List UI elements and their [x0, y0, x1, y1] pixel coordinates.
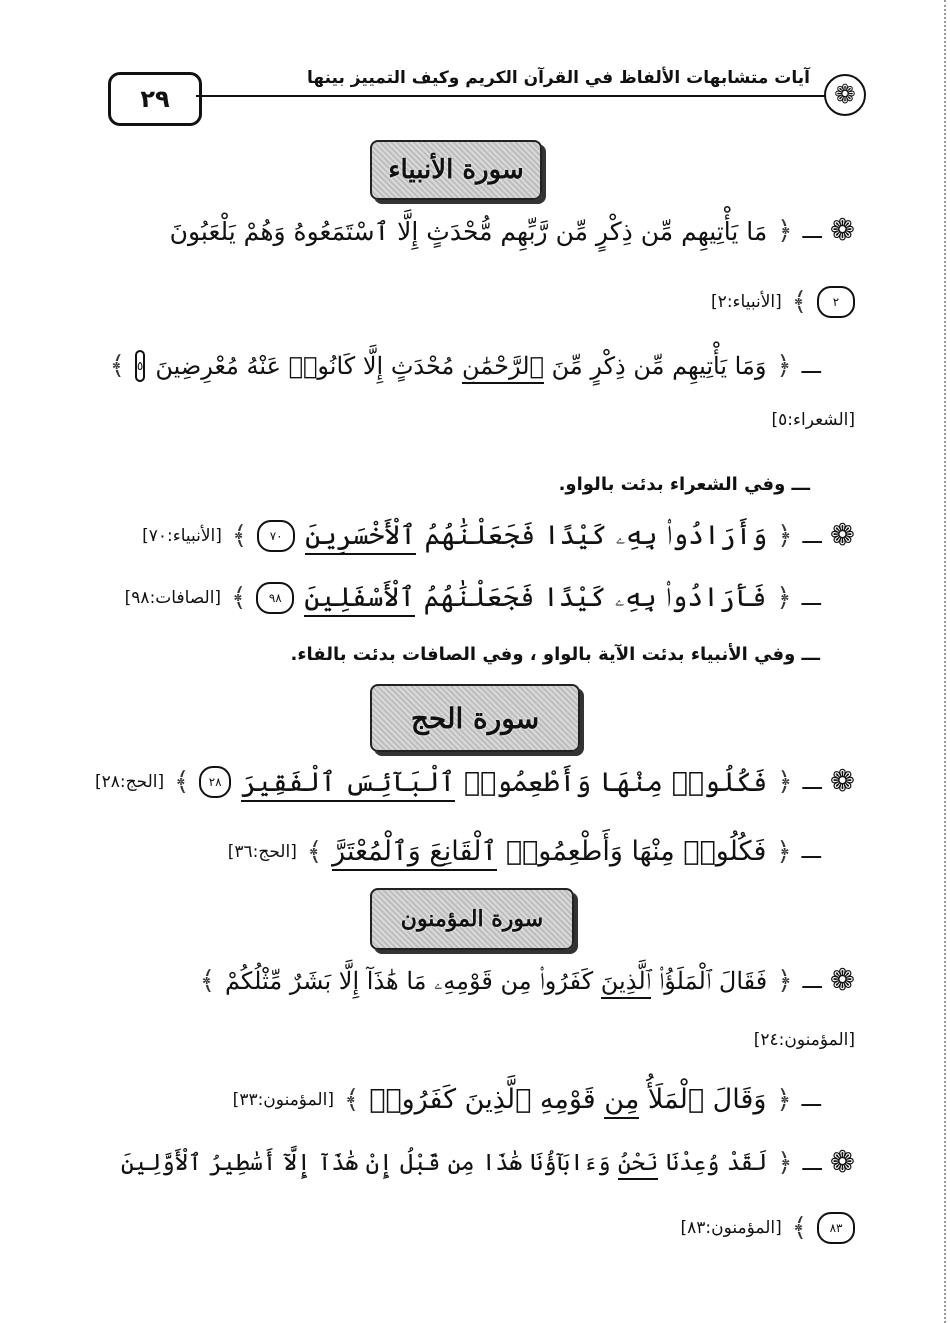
- flower-bullet-icon: ❁: [829, 213, 855, 248]
- verse-text: [369, 1084, 766, 1115]
- open-bracket: ﴿: [777, 521, 793, 551]
- flower-ornament-icon: ❁: [824, 74, 866, 116]
- verse-line: [120, 963, 855, 998]
- verse-line: [95, 766, 855, 798]
- surah-banner-muminun: [370, 888, 574, 950]
- surah-title: سورة الحج: [410, 701, 540, 735]
- flower-bullet-icon: ❁: [829, 963, 855, 998]
- underlined-word: مِن: [604, 1084, 639, 1119]
- underlined-word: ٱلرَّحْمَٰنِ: [462, 352, 544, 384]
- close-bracket: ﴾: [109, 351, 125, 381]
- verse-line: [95, 582, 855, 614]
- header-rule: [196, 95, 828, 97]
- verse-reference: [المؤمنون:٢٤]: [753, 1030, 855, 1050]
- surah-title: سورة المؤمنون: [400, 906, 544, 932]
- underlined-word: نَحْنُ: [618, 1150, 658, 1180]
- dash: ـــ: [801, 585, 821, 611]
- close-bracket: ﴾: [231, 521, 248, 551]
- verse-text: [304, 582, 766, 614]
- verse-line: [95, 410, 855, 430]
- verse-part: فَكُلُوا۟ مِنْهَا وَأَطْعِمُوا۟: [505, 836, 767, 867]
- close-bracket: ﴾: [306, 836, 323, 867]
- verse-line: [110, 213, 855, 248]
- verse-part: مَا يَأْتِيهِم مِّن ذِكْرٍ مِّن رَّبِّهِم مُّحْدَثٍ إِلَّا ٱسْتَمَعُوهُ وَهُمْ يَلْعَبُونَ: [169, 216, 768, 246]
- verse-reference: [الأنبياء:٢]: [711, 292, 782, 312]
- verse-text: [170, 217, 768, 246]
- ayah-number: ٥: [135, 350, 145, 382]
- flower-bullet-icon: ❁: [829, 1145, 855, 1180]
- verse-line: [109, 350, 855, 382]
- dash: ـــ: [801, 1087, 821, 1112]
- verse-line: [95, 1084, 855, 1115]
- open-bracket: ﴿: [777, 216, 793, 246]
- open-bracket: ﴿: [776, 1084, 792, 1115]
- verse-part: وَقَالَ ٱلْمَلَأُ: [647, 1084, 767, 1115]
- note-text: ـــ وفي الأنبياء بدئت الآية بالواو ، وفي الصافات بدئت بالفاء.: [290, 644, 820, 665]
- close-bracket: ﴾: [174, 767, 190, 797]
- verse-text: [155, 352, 766, 380]
- header-title: آيات متشابهات الألفاظ في القرآن الكريم وكيف التمييز بينها: [301, 68, 816, 88]
- verse-part: فَقَالَ ٱلْمَلَؤُا۟: [658, 967, 768, 995]
- open-bracket: ﴿: [776, 351, 792, 381]
- verse-text: [225, 967, 767, 995]
- verse-reference: [المؤمنون:٣٣]: [232, 1089, 334, 1110]
- dash: ـــ: [802, 1150, 822, 1176]
- verse-line: [95, 836, 855, 867]
- dash: ـــ: [802, 523, 822, 549]
- note-text: ـــ وفي الشعراء بدئت بالواو.: [558, 474, 810, 495]
- dash: ـــ: [802, 218, 822, 244]
- open-bracket: ﴿: [776, 836, 792, 867]
- verse-reference: [الشعراء:٥]: [771, 410, 855, 430]
- close-bracket: ﴾: [231, 583, 247, 613]
- verse-part: مُحْدَثٍ إِلَّا كَانُوا۟ عَنْهُ مُعْرِضِينَ: [155, 352, 455, 380]
- underlined-word: ٱلْبَآئِسَ ٱلْفَقِيرَ: [241, 767, 455, 802]
- ayah-number: ٢٨: [199, 766, 231, 798]
- surah-title: سورة الأنبياء: [388, 155, 524, 185]
- verse-line: [110, 1145, 855, 1180]
- verse-part: قَوْمِهِ ٱلَّذِينَ كَفَرُوا۟: [369, 1084, 596, 1115]
- open-bracket: ﴿: [777, 1148, 793, 1178]
- verse-part: كَفَرُوا۟ مِن قَوْمِهِۦ مَا هَٰذَآ إِلَّا بَشَرٌ مِّثْلُكُمْ: [224, 967, 594, 995]
- verse-line: [95, 1030, 855, 1050]
- ayah-number: ٢: [817, 286, 855, 318]
- flower-bullet-icon: ❁: [829, 518, 855, 553]
- verse-line: [95, 520, 855, 552]
- verse-text: [332, 836, 766, 867]
- verse-part: فَأَرَادُوا۟ بِهِۦ كَيْدًا فَجَعَلْنَٰهُمُ: [423, 582, 767, 613]
- verse-text: [241, 767, 767, 798]
- ayah-number: ٧٠: [257, 520, 295, 552]
- underlined-word: ٱلْأَخْسَرِينَ: [305, 520, 416, 555]
- verse-text: [121, 1150, 767, 1176]
- verse-line: [95, 286, 855, 318]
- verse-reference: [الأنبياء:٧٠]: [142, 526, 222, 546]
- verse-part: وَأَرَادُوا۟ بِهِۦ كَيْدًا فَجَعَلْنَٰهُمُ: [424, 520, 768, 551]
- open-bracket: ﴿: [776, 583, 792, 613]
- open-bracket: ﴿: [777, 966, 793, 996]
- verse-reference: [الحج:٣٦]: [227, 841, 297, 862]
- open-bracket: ﴿: [777, 767, 793, 797]
- ayah-number: ٨٣: [817, 1212, 855, 1244]
- page-edge: [944, 0, 946, 1323]
- close-bracket: ﴾: [791, 287, 807, 317]
- surah-banner-anbiya: [370, 140, 542, 200]
- verse-line: [95, 1212, 855, 1244]
- page-number: ٢٩: [108, 72, 202, 126]
- flower-bullet-icon: ❁: [829, 764, 855, 799]
- verse-reference: [الصافات:٩٨]: [124, 588, 222, 608]
- verse-part: وَمَا يَأْتِيهِم مِّن ذِكْرٍ مِّنَ: [551, 352, 767, 380]
- verse-part: وَءَابَآؤُنَا هَٰذَا مِن قَبْلُ إِنْ هَٰذَآ إِلَّآ أَسَٰطِيرُ ٱلْأَوَّلِينَ: [120, 1150, 611, 1176]
- dash: ـــ: [802, 968, 822, 994]
- underlined-word: ٱلْقَانِعَ وَٱلْمُعْتَرَّ: [332, 836, 497, 871]
- verse-text: [305, 520, 767, 552]
- dash: ـــ: [801, 353, 821, 379]
- surah-banner-hajj: [370, 684, 580, 752]
- note-line: [95, 474, 810, 495]
- close-bracket: ﴾: [791, 1213, 807, 1243]
- page-header: [108, 66, 858, 130]
- note-line: [95, 644, 820, 665]
- ayah-number: ٩٨: [256, 582, 294, 614]
- verse-reference: [الحج:٢٨]: [95, 772, 165, 792]
- verse-reference: [المؤمنون:٨٣]: [680, 1218, 782, 1238]
- verse-part: لَقَدْ وُعِدْنَا: [665, 1150, 768, 1176]
- verse-part: فَكُلُوا۟ مِنْهَا وَأَطْعِمُوا۟: [463, 766, 768, 798]
- dash: ـــ: [801, 839, 821, 864]
- underlined-word: ٱلْأَسْفَلِينَ: [304, 582, 415, 617]
- close-bracket: ﴾: [199, 966, 215, 996]
- dash: ـــ: [802, 769, 822, 795]
- underlined-word: ٱلَّذِينَ: [601, 967, 651, 999]
- close-bracket: ﴾: [343, 1084, 360, 1115]
